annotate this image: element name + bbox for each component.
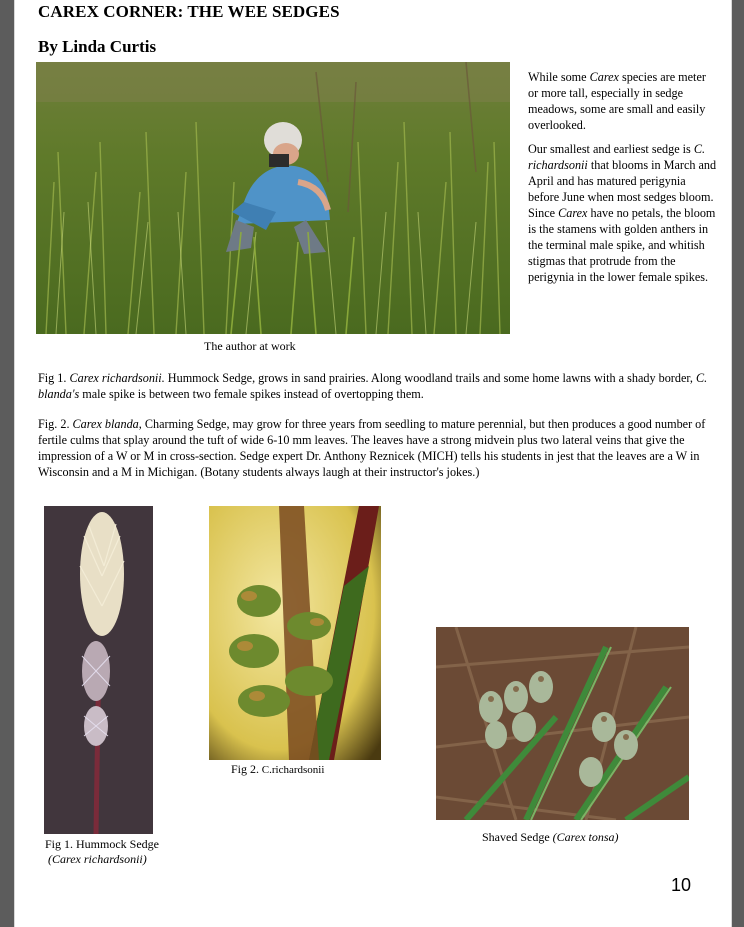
fig1-caption-line1: Fig 1. Hummock Sedge [45, 837, 159, 851]
fig2-photo [209, 506, 381, 760]
author-byline: By Linda Curtis [38, 37, 157, 56]
shaved-sedge-caption: Shaved Sedge (Carex tonsa) [482, 830, 619, 844]
hummock-sedge-photo [44, 506, 153, 834]
intro-column [528, 69, 718, 293]
document-page [14, 0, 732, 927]
fig1-paragraph: Fig 1. Carex richardsonii. Hummock Sedge, grows in sand prairies. Along woodland trails and some home lawns with a shady border, C. blanda's male spike is between two female spikes instead of overtopping them. [38, 371, 708, 401]
fig2-caption: Fig 2. C.richardsonii [231, 762, 325, 776]
author-photo [36, 62, 510, 334]
article-title: CAREX CORNER: THE WEE SEDGES [38, 2, 340, 21]
fig2-paragraph: Fig. 2. Carex blanda, Charming Sedge, may grow for three years from seedling to mature perennial, but then produces a good number of fertile culms that splay around the tuft of wide 6-10 mm leaves. The leaves have a strong midvein plus two lateral veins that give the impression of a W or M in cross-section. Sedge expert Dr. Anthony Reznicek (MICH) tells his students in jest that the leaves are a W in Wisconsin and a M in Michigan. (Botany students always laugh at their instructor's jokes.) [38, 417, 706, 479]
hero-caption: The author at work [204, 339, 296, 353]
intro-paragraph-2: Our smallest and earliest sedge is C. richardsonii that blooms in March and April and has matured perigynia before June when most sedges bloom. Since Carex have no petals, the bloom is the stamens with golden anthers in the terminal male spike, and whitish stigmas that protrude from the perigynia in the lower female spikes. [528, 142, 717, 284]
page-number: 10 [671, 875, 692, 895]
fig1-caption-line2: (Carex richardsonii) [48, 852, 147, 866]
intro-paragraph-1: While some Carex species are meter or more tall, especially in sedge meadows, some are small and easily overlooked. [528, 70, 706, 132]
shaved-sedge-photo [436, 627, 689, 820]
